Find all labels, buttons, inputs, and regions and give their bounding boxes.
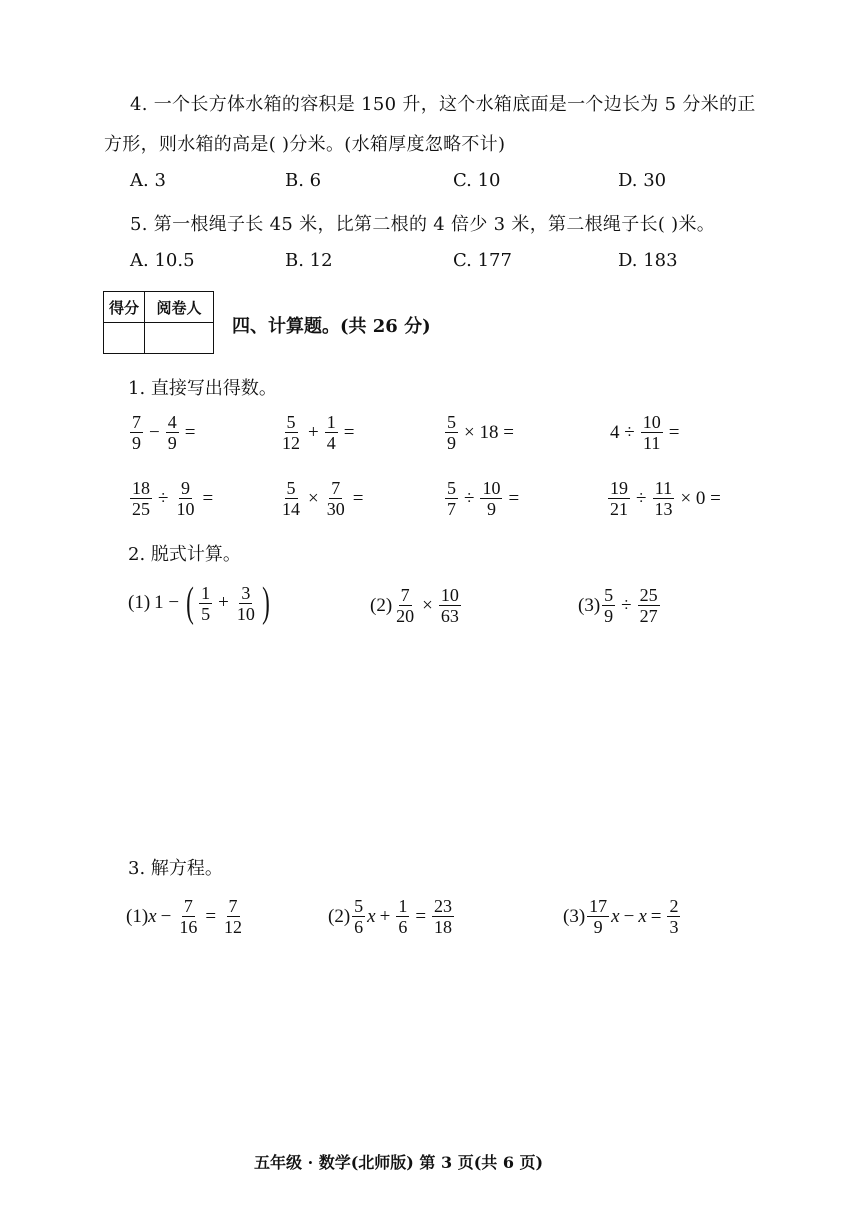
q5-option-b: B. 12 (285, 250, 333, 271)
q4-line2: 方形，则水箱的高是( )分米。(水箱厚度忽略不计) (104, 134, 506, 155)
q5-option-c: C. 177 (453, 250, 512, 271)
direct-expr-1: $\frac{7}{9}$ − $\frac{4}{9}$ = (132, 412, 196, 453)
sub2-heading: 2. 脱式计算。 (128, 544, 241, 565)
page-footer: 五年级 · 数学(北师版) 第 3 页(共 6 页) (254, 1153, 544, 1172)
q5-option-a: A. 10.5 (130, 250, 195, 271)
stepwise-problem-2: (2) $\frac{7}{20}$ × $\frac{10}{63}$ (370, 585, 459, 626)
q5-line1: 5. 第一根绳子长 45 米，比第二根的 4 倍少 3 米，第二根绳子长( )米。 (130, 214, 716, 235)
direct-expr-3: $\frac{5}{9}$ × 18 = (447, 412, 514, 453)
reviewer-cell (145, 323, 214, 354)
score-box (103, 291, 214, 354)
sub1-heading: 1. 直接写出得数。 (128, 378, 277, 399)
direct-expr-8: $\frac{19}{21}$ ÷ $\frac{11}{13}$ × 0 = (610, 478, 721, 519)
direct-expr-5: $\frac{18}{25}$ ÷ $\frac{9}{10}$ = (132, 478, 214, 519)
reviewer-label: 阅卷人 (145, 292, 214, 323)
q4-line1: 4. 一个长方体水箱的容积是 150 升，这个水箱底面是一个边长为 5 分米的正 (130, 94, 756, 115)
section-4-title: 四、计算题。(共 26 分) (232, 316, 431, 337)
direct-expr-7: $\frac{5}{7}$ ÷ $\frac{10}{9}$ = (447, 478, 520, 519)
q4-option-d: D. 30 (618, 170, 667, 191)
q4-option-c: C. 10 (453, 170, 501, 191)
stepwise-problem-3: (3) $\frac{5}{9}$ ÷ $\frac{25}{27}$ (578, 585, 658, 626)
equation-1: (1) x − $\frac{7}{16}$ = $\frac{7}{12}$ (126, 896, 243, 937)
stepwise-problem-1: (1) 1 − ( $\frac{1}{5}$ + $\frac{3}{10}$ ) (128, 580, 270, 626)
q5-option-d: D. 183 (618, 250, 678, 271)
q4-option-a: A. 3 (130, 170, 166, 191)
equation-2: (2) $\frac{5}{6}$ x + $\frac{1}{6}$ = $\frac{23}{18}$ (328, 896, 453, 937)
sub3-heading: 3. 解方程。 (128, 858, 223, 879)
direct-expr-2: $\frac{5}{12}$ + $\frac{1}{4}$ = (282, 412, 355, 453)
score-label: 得分 (104, 292, 145, 323)
direct-expr-4: 4 ÷ $\frac{10}{11}$ = (610, 412, 680, 453)
q4-option-b: B. 6 (285, 170, 322, 191)
score-cell (104, 323, 145, 354)
direct-expr-6: $\frac{5}{14}$ × $\frac{7}{30}$ = (282, 478, 364, 519)
equation-3: (3) $\frac{17}{9}$ x − x = $\frac{2}{3}$ (563, 896, 679, 937)
